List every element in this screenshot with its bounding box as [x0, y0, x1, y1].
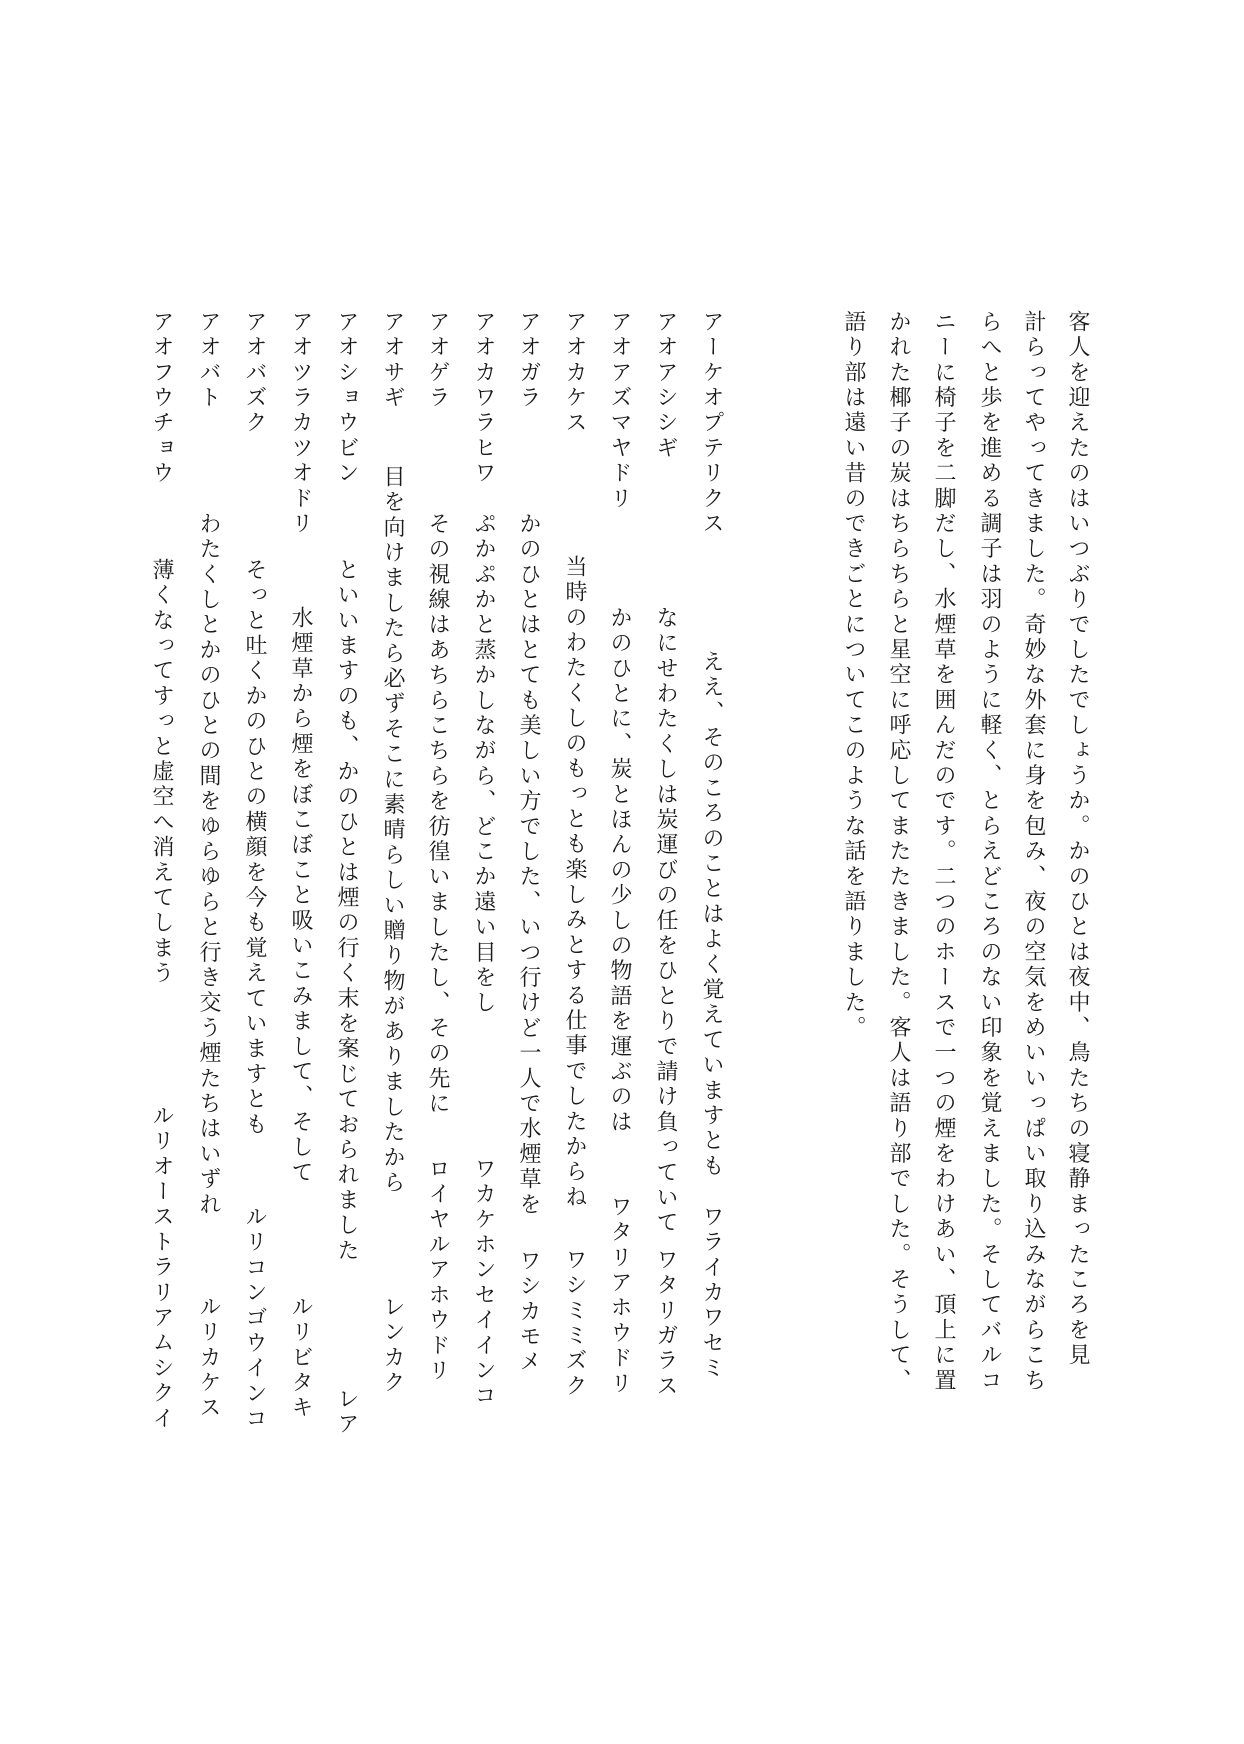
bird-name-top: アオカケス — [562, 310, 587, 436]
story-line: 水煙草から煙をぼこぼこと吸いこみまして、そして — [288, 606, 313, 1186]
bird-name-top: アオフウチョウ — [149, 310, 174, 487]
bird-name-bottom: ルリオーストラリアムシクイ — [149, 1104, 174, 1432]
story-line: そっと吐くかのひとの横顔を今も覚えていますとも — [242, 558, 267, 1138]
bird-name-top: アオカワラヒワ — [471, 310, 496, 487]
story-line: かのひとはとても美しい方でした、いつ行けど一人で水煙草を — [516, 512, 541, 1218]
intro-line: 客人を迎えたのはいつぶりでしたでしょうか。かのひとは夜中、鳥たちの寝静まったころを見 — [1065, 310, 1090, 1369]
story-line: ぷかぷかと蒸かしながら、どこか遠い目をし — [471, 512, 496, 1016]
story-line: なにせわたくしは炭運びの任をひとりで請け負っていて — [653, 606, 678, 1236]
bird-name-bottom: ワシカモメ — [516, 1249, 541, 1375]
bird-name-top: アオアズマヤドリ — [607, 310, 632, 512]
bird-name-top: アオバズク — [242, 310, 267, 436]
intro-line: らへと歩を進める調子は羽のように軽く、とらえどころのない印象を覚えました。そしてバルコ — [977, 310, 1002, 1394]
bird-name-top: アオサギ — [380, 310, 405, 411]
bird-name-bottom: ルリコンゴウインコ — [242, 1205, 267, 1432]
bird-name-bottom: ワカケホンセイインコ — [471, 1157, 496, 1409]
intro-line: 語り部は遠い昔のできごとについてこのような話を語りました。 — [841, 310, 866, 1041]
bird-name-bottom: レア — [334, 1387, 359, 1438]
bird-name-bottom: ロイヤルアホウドリ — [425, 1157, 450, 1384]
story-line: わたくしとかのひとの間をゆらゆらと行き交う煙たちはいずれ — [196, 512, 221, 1218]
bird-name-top: アオショウビン — [334, 310, 359, 487]
bird-name-bottom: ワシミミズク — [562, 1248, 587, 1400]
story-line: 目を向けましたら必ずそこに素晴らしい贈り物がありましたから — [380, 465, 405, 1196]
bird-name-top: アオバト — [196, 310, 221, 411]
intro-line: かれた椰子の炭はちらちらと星空に呼応してまたたきました。客人は語り部でした。そうして、 — [886, 310, 911, 1394]
bird-name-bottom: ルリビタキ — [288, 1295, 313, 1421]
bird-name-bottom: ワライカワセミ — [699, 1205, 724, 1382]
bird-name-bottom: ルリカケス — [196, 1295, 221, 1421]
bird-name-top: アーケオプテリクス — [699, 310, 724, 537]
bird-name-bottom: ワタリアホウドリ — [607, 1195, 632, 1397]
story-line: ええ、そのころのことはよく覚えていますとも — [699, 650, 724, 1180]
intro-line: ニーに椅子を二脚だし、水煙草を囲んだのです。二つのホースで一つの煙をわけあい、頂上に置 — [931, 310, 956, 1394]
bird-name-top: アオツラカツオドリ — [288, 310, 313, 537]
story-line: その視線はあちらこちらを彷徨いましたし、その先に — [425, 512, 450, 1117]
bird-name-top: アオゲラ — [425, 310, 450, 411]
intro-line: 計らってやってきました。奇妙な外套に身を包み、夜の空気をめいいっぱい取り込みながらこち — [1021, 310, 1046, 1394]
bird-name-top: アオガラ — [516, 310, 541, 411]
story-line: 当時のわたくしのもっとも楽しみとする仕事でしたからね — [562, 555, 587, 1211]
bird-name-top: アオアシシギ — [653, 310, 678, 462]
bird-name-bottom: ワタリガラス — [653, 1248, 678, 1400]
bird-name-bottom: レンカク — [380, 1295, 405, 1396]
story-line: 薄くなってすっと虚空へ消えてしまう — [149, 558, 174, 987]
story-line: といいますのも、かのひとは煙の行く末を案じておられました — [334, 558, 359, 1264]
story-line: かのひとに、炭とほんの少しの物語を運ぶのは — [607, 606, 632, 1136]
